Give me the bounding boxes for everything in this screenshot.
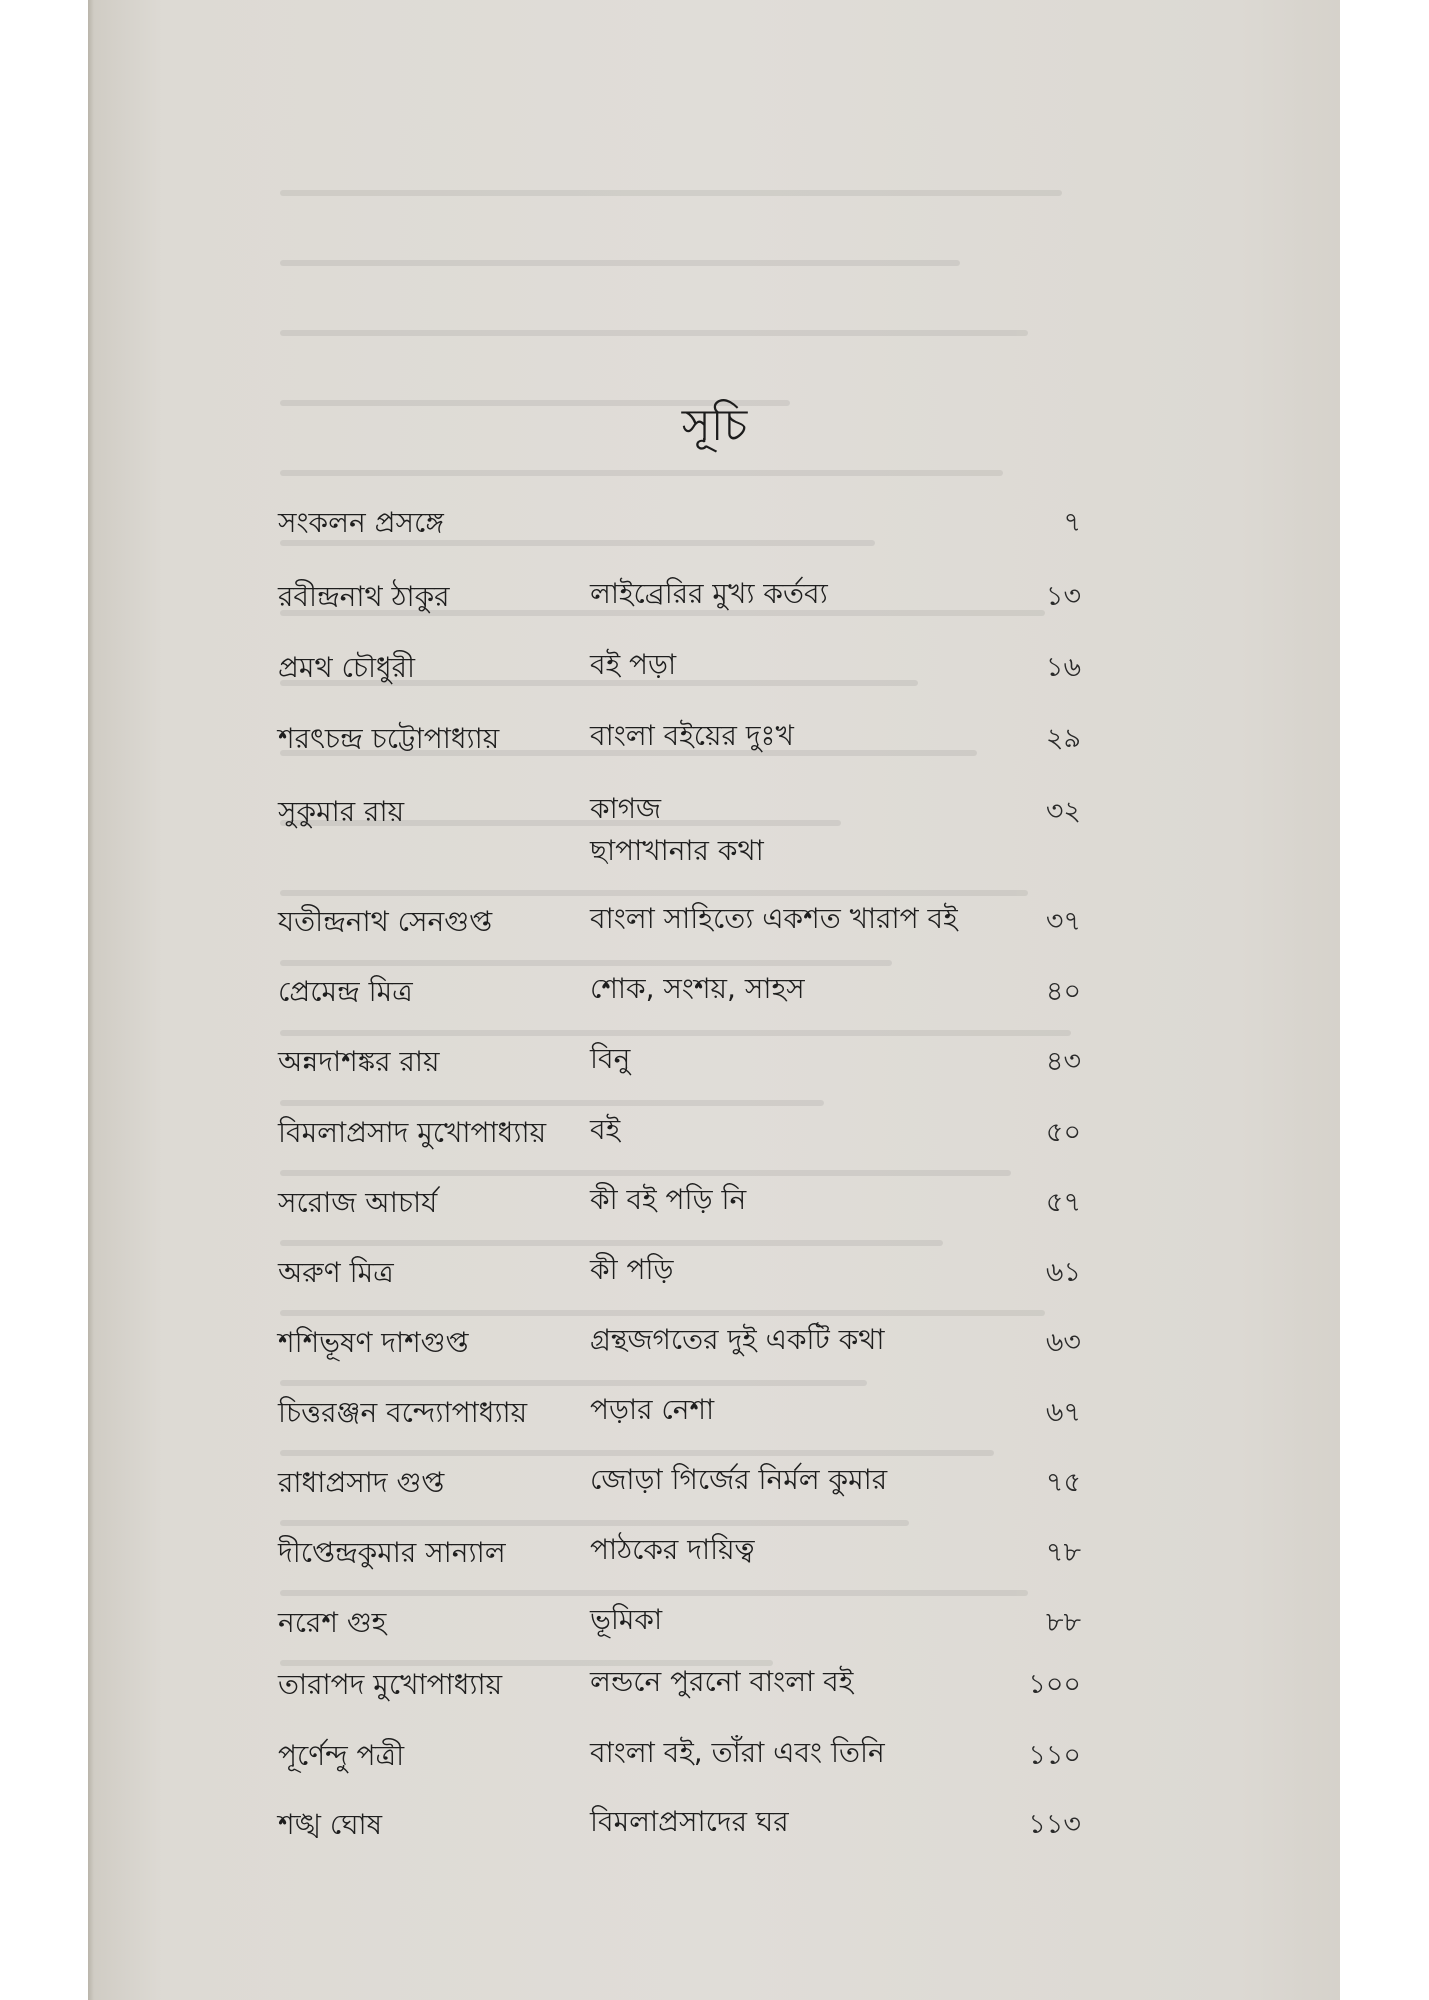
toc-author: সংকলন প্রসঙ্গে: [278, 506, 444, 539]
toc-author: শরৎচন্দ্র চট্টোপাধ্যায়: [278, 722, 500, 755]
toc-author: অন্নদাশঙ্কর রায়: [278, 1045, 440, 1078]
toc-article: লাইব্রেরির মুখ্য কর্তব্য: [590, 577, 828, 610]
toc-article: বাংলা সাহিত্যে একশত খারাপ বই: [590, 902, 958, 935]
toc-article: বই: [590, 1113, 621, 1146]
toc-entry: [0, 1320, 1429, 1380]
toc-entry: [0, 1600, 1429, 1660]
toc-article: কী পড়ি: [590, 1253, 674, 1286]
toc-article: লন্ডনে পুরনো বাংলা বই: [590, 1665, 854, 1698]
toc-author: রাধাপ্রসাদ গুপ্ত: [278, 1466, 445, 1499]
toc-author: তারাপদ মুখোপাধ্যায়: [278, 1668, 503, 1701]
toc-page-number: ৪৩: [1045, 1046, 1081, 1077]
toc-page-number: ৪০: [1045, 976, 1081, 1007]
toc-article: বিমলাপ্রসাদের ঘর: [590, 1805, 789, 1838]
toc-entry: [0, 1180, 1429, 1240]
toc-author: প্রমথ চৌধুরী: [278, 651, 416, 684]
toc-page-number: ৫৭: [1045, 1187, 1081, 1218]
toc-author: শশিভূষণ দাশগুপ্ত: [278, 1326, 469, 1359]
toc-article-secondary: ছাপাখানার কথা: [590, 834, 764, 867]
toc-article: বাংলা বইয়ের দুঃখ: [590, 719, 794, 752]
toc-article: গ্রন্থজগতের দুই একটি কথা: [590, 1323, 885, 1356]
toc-page-number: ৬১: [1045, 1257, 1081, 1288]
toc-article: ভূমিকা: [590, 1603, 663, 1636]
toc-author: দীপ্তেন্দ্রকুমার সান্যাল: [278, 1536, 506, 1569]
toc-author: প্রেমেন্দ্র মিত্র: [278, 975, 413, 1008]
toc-page-number: ৭৫: [1045, 1467, 1081, 1498]
toc-entry: [0, 1733, 1429, 1793]
toc-entry: [0, 574, 1429, 634]
toc-author: সুকুমার রায়: [278, 795, 405, 828]
page-title: সূচি: [681, 400, 748, 451]
toc-entry: [0, 789, 1429, 869]
toc-article: পাঠকের দায়িত্ব: [590, 1533, 755, 1566]
toc-author: নরেশ গুহ: [278, 1606, 387, 1639]
toc-entry: [0, 1802, 1429, 1862]
toc-article: কাগজ: [590, 792, 662, 825]
toc-entry: [0, 716, 1429, 776]
toc-article: শোক, সংশয়, সাহস: [590, 972, 805, 1005]
toc-entry: [0, 899, 1429, 959]
toc-page-number: ২৯: [1045, 723, 1081, 754]
toc-entry: [0, 1250, 1429, 1310]
toc-author: পূর্ণেন্দু পত্রী: [278, 1739, 405, 1772]
toc-article: বই পড়া: [590, 648, 677, 681]
toc-page-number: ৩৭: [1045, 906, 1081, 937]
toc-article: পড়ার নেশা: [590, 1393, 715, 1426]
toc-author: যতীন্দ্রনাথ সেনগুপ্ত: [278, 905, 493, 938]
toc-page-number: ৬৩: [1045, 1327, 1081, 1358]
toc-page-number: ১৩: [1045, 581, 1081, 612]
toc-author: চিত্তরঞ্জন বন্দ্যোপাধ্যায়: [278, 1396, 528, 1429]
toc-article: বাংলা বই, তাঁরা এবং তিনি: [590, 1736, 885, 1769]
toc-page-number: ৩২: [1045, 796, 1081, 827]
toc-entry: [0, 500, 1429, 560]
toc-page-number: ১৬: [1045, 652, 1081, 683]
toc-entry: [0, 1110, 1429, 1170]
toc-entry: [0, 1039, 1429, 1099]
toc-page-number: ৫০: [1045, 1117, 1081, 1148]
toc-page-number: ৬৭: [1045, 1397, 1081, 1428]
toc-author: বিমলাপ্রসাদ মুখোপাধ্যায়: [278, 1116, 547, 1149]
toc-article: বিনু: [590, 1042, 631, 1075]
toc-page-number: ১১৩: [1028, 1809, 1081, 1840]
toc-page-number: ৭: [1063, 507, 1081, 538]
toc-author: সরোজ আচার্য: [278, 1186, 438, 1219]
toc-entry: [0, 1390, 1429, 1450]
toc-author: অরুণ মিত্র: [278, 1256, 394, 1289]
toc-entry: [0, 969, 1429, 1029]
toc-author: শঙ্খ ঘোষ: [278, 1808, 383, 1841]
toc-entry: [0, 1530, 1429, 1590]
toc-author: রবীন্দ্রনাথ ঠাকুর: [278, 580, 450, 613]
toc-page-number: ৮৮: [1045, 1607, 1081, 1638]
toc-page-number: ১০০: [1028, 1669, 1081, 1700]
toc-article: কী বই পড়ি নি: [590, 1183, 747, 1216]
toc-entry: [0, 1460, 1429, 1520]
toc-page-number: ৭৮: [1045, 1537, 1081, 1568]
toc-article: জোড়া গির্জের নির্মল কুমার: [590, 1463, 888, 1496]
toc-entry: [0, 645, 1429, 705]
toc-entry: [0, 1662, 1429, 1722]
toc-page-number: ১১০: [1028, 1740, 1081, 1771]
